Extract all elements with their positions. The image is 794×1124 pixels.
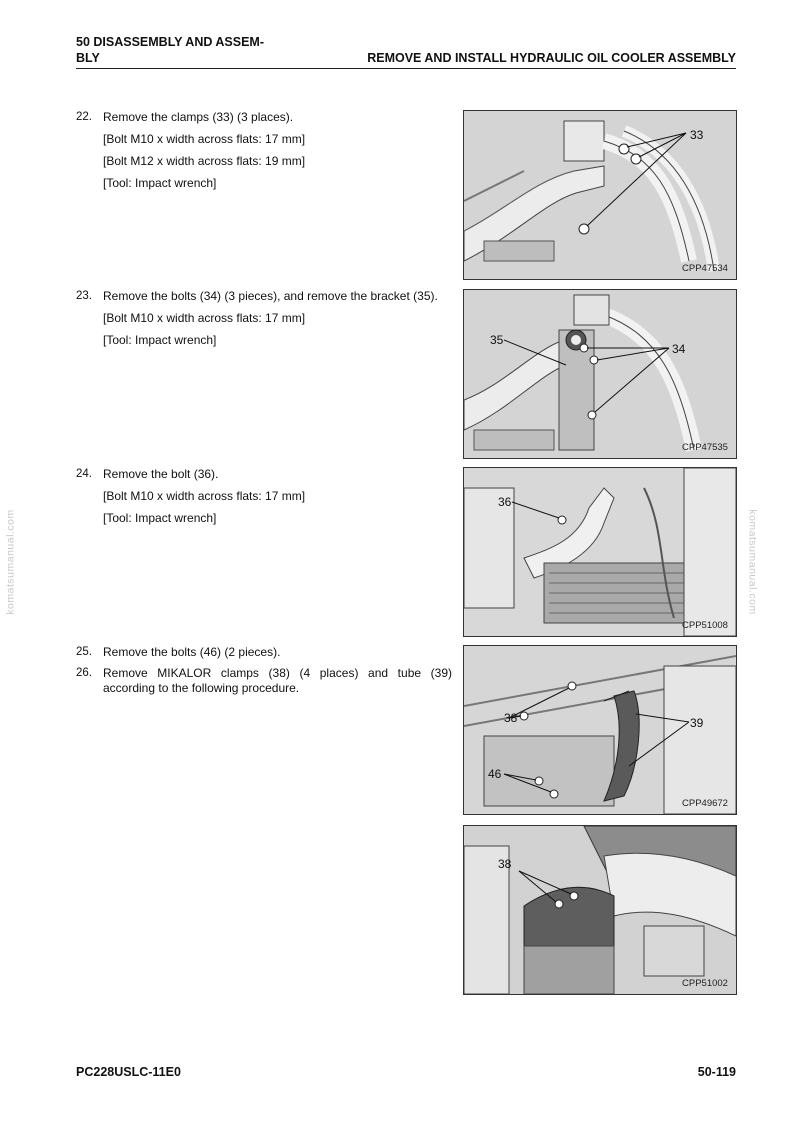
callout-46: 46 (488, 767, 502, 781)
step-spec: [Tool: Impact wrench] (103, 511, 217, 525)
figure-clamps-33 (463, 110, 737, 280)
step-text: Remove the bolts (34) (3 pieces), and remove the bracket (35). (103, 289, 438, 303)
figure-bolts-34-bracket-35 (463, 289, 737, 459)
watermark-left: komatsumanual.com (4, 509, 17, 615)
illustration-bracket (464, 290, 736, 458)
callout-34: 34 (672, 342, 686, 356)
figure-clamps-38-tube-39-bolts-46 (463, 645, 737, 815)
section-heading-line1: 50 DISASSEMBLY AND ASSEM- (76, 35, 265, 49)
illustration-clamp-detail (464, 826, 736, 994)
step-22 (76, 110, 452, 191)
step-26 (76, 666, 452, 696)
page-title: REMOVE AND INSTALL HYDRAULIC OIL COOLER ASSEMBLY (367, 51, 736, 65)
figure-code: CPP51008 (682, 620, 728, 631)
section-heading (76, 34, 296, 66)
step-number: 25. (76, 646, 92, 658)
step-25 (76, 645, 452, 660)
step-24 (76, 467, 452, 526)
footer-model: PC228USLC-11E0 (76, 1065, 181, 1079)
callout-35: 35 (490, 333, 504, 347)
watermark-right: komatsumanual.com (746, 509, 759, 615)
step-spec: [Bolt M10 x width across flats: 17 mm] (103, 132, 306, 146)
section-heading-line2: BLY (76, 51, 100, 65)
illustration-cooler-bolt (464, 468, 736, 636)
footer-page-number: 50-119 (697, 1065, 736, 1079)
callout-39: 39 (690, 716, 704, 730)
step-spec: [Tool: Impact wrench] (103, 333, 217, 347)
step-number: 26. (76, 667, 92, 679)
illustration-tube (464, 646, 736, 814)
step-spec: [Bolt M10 x width across flats: 17 mm] (103, 489, 306, 503)
step-text: Remove the bolts (46) (2 pieces). (103, 645, 281, 659)
step-text: Remove MIKALOR clamps (38) (4 places) and tube (39) according to the following procedure. (103, 666, 452, 695)
figure-code: CPP49672 (682, 798, 728, 809)
step-spec: [Tool: Impact wrench] (103, 176, 217, 190)
step-number: 23. (76, 290, 92, 302)
callout-36: 36 (498, 495, 512, 509)
figure-code: CPP51002 (682, 978, 728, 989)
callout-38: 38 (498, 857, 512, 871)
step-spec: [Bolt M12 x width across flats: 19 mm] (103, 154, 306, 168)
illustration-hose-clamps (464, 111, 736, 279)
header-divider (76, 68, 736, 69)
figure-code: CPP47535 (682, 442, 728, 453)
step-text: Remove the clamps (33) (3 places). (103, 110, 294, 124)
step-number: 22. (76, 111, 92, 123)
figure-clamps-38-detail (463, 825, 737, 995)
figure-bolt-36 (463, 467, 737, 637)
step-spec: [Bolt M10 x width across flats: 17 mm] (103, 311, 306, 325)
callout-33: 33 (690, 128, 704, 142)
figure-code: CPP47534 (682, 263, 728, 274)
step-23 (76, 289, 452, 348)
callout-38: 38 (504, 711, 518, 725)
step-text: Remove the bolt (36). (103, 467, 219, 481)
step-number: 24. (76, 468, 92, 480)
